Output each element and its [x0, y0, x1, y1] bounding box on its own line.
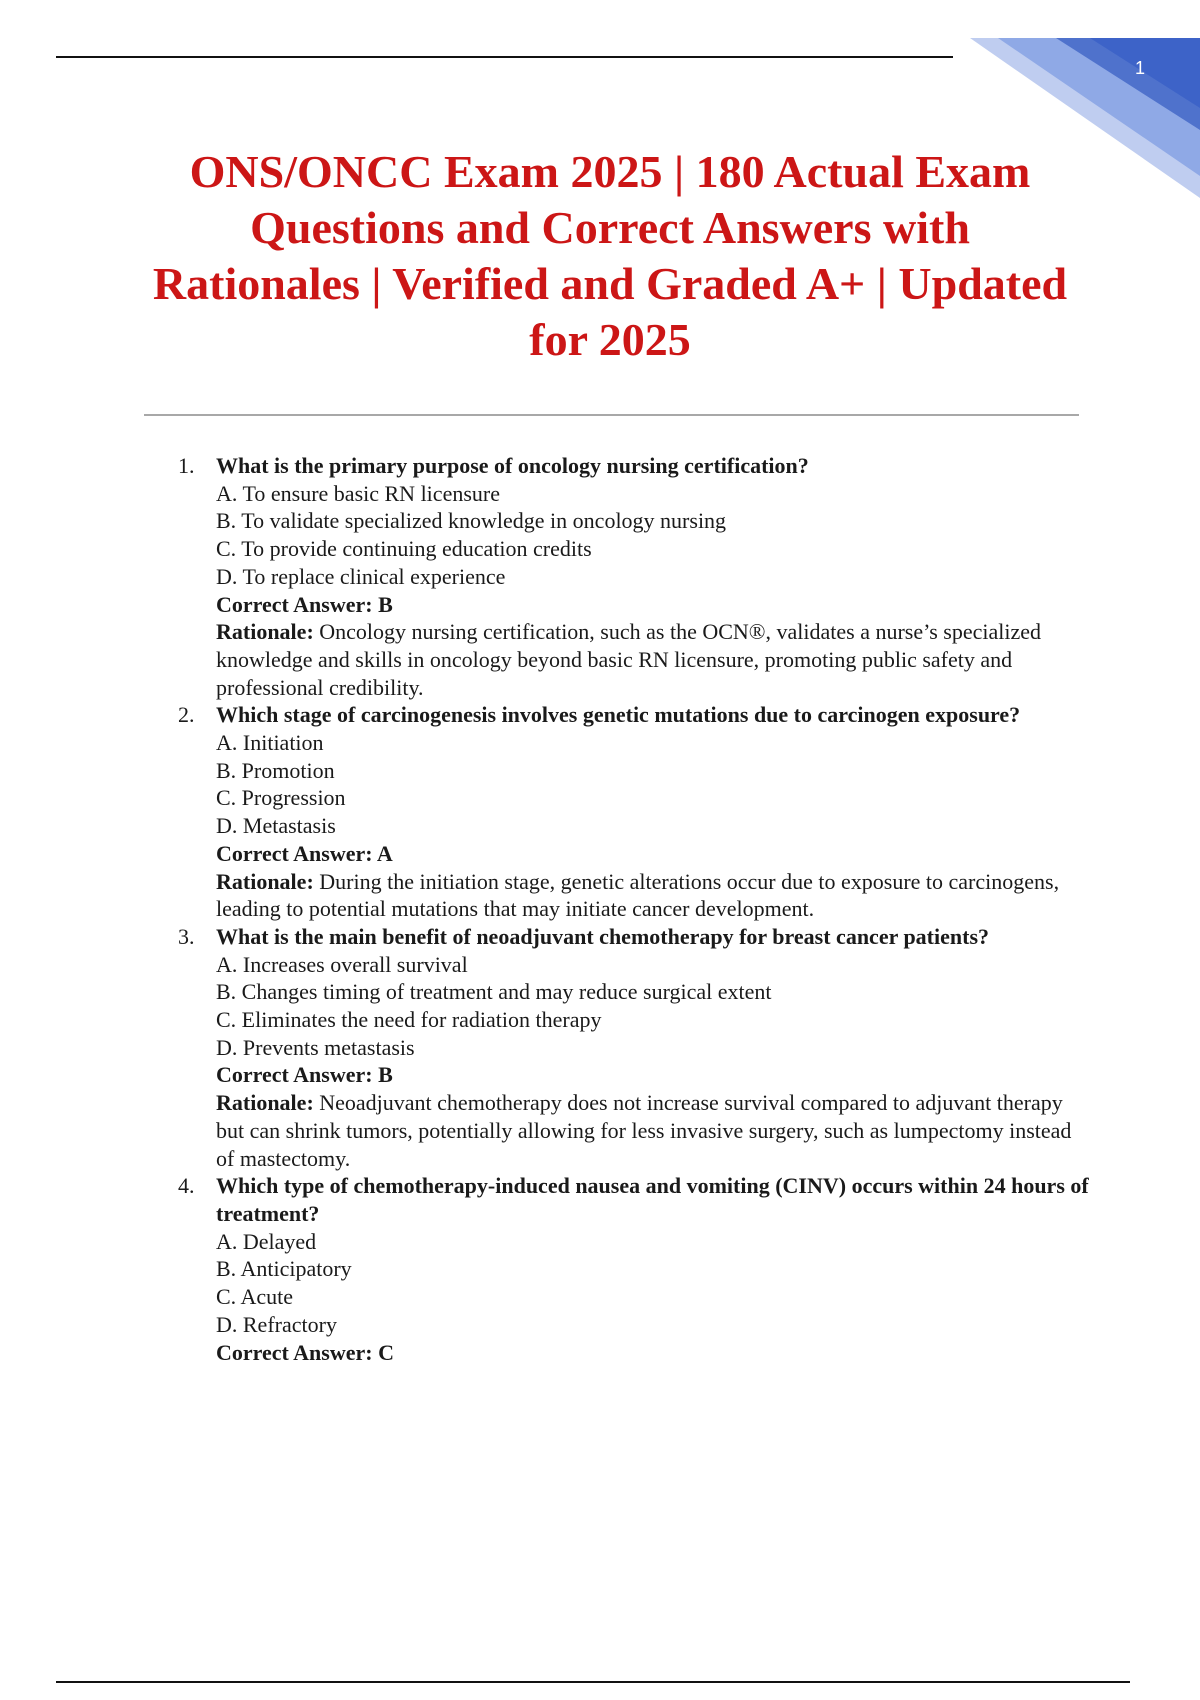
correct-answer-value: A — [376, 840, 393, 866]
correct-answer-label: Correct Answer: — [216, 1339, 373, 1365]
question-text: Which type of chemotherapy-induced nausea and vomiting (CINV) occurs within 24 hours of treatment? — [216, 1173, 1089, 1226]
rationale-text: Neoadjuvant chemotherapy does not increase survival compared to adjuvant therapy but can shrink tumors, potentially allowing for less invasive surgery, such as lumpectomy instead of mastectomy. — [216, 1090, 1072, 1171]
rationale — [216, 1089, 1093, 1172]
answer-option: C. To provide continuing education credits — [216, 536, 592, 562]
answer-option: C. Progression — [216, 785, 346, 811]
answer-option: B. Promotion — [216, 757, 335, 783]
answer-option: D. Metastasis — [216, 813, 336, 839]
correct-answer-value: C — [378, 1339, 394, 1365]
question-number: 4. — [178, 1173, 195, 1199]
answer-option: C. Acute — [216, 1284, 293, 1310]
question-item — [178, 1172, 1093, 1366]
question-list — [178, 452, 1093, 1366]
correct-answer-label: Correct Answer: — [216, 840, 373, 866]
correct-answer-value: B — [378, 1062, 393, 1088]
answer-option: D. To replace clinical experience — [216, 563, 506, 589]
answer-option: B. Anticipatory — [216, 1256, 352, 1282]
rationale-text: Oncology nursing certification, such as the OCN®, validates a nurse’s specialized knowledge and skills in oncology beyond basic RN licensure, promoting public safety and professional credibility. — [216, 619, 1042, 700]
question-item — [178, 452, 1093, 701]
question-item — [178, 701, 1093, 923]
question-number: 2. — [178, 702, 195, 728]
rationale — [216, 868, 1093, 923]
correct-answer — [216, 1061, 1093, 1089]
answer-option: A. To ensure basic RN licensure — [216, 480, 500, 506]
correct-answer-label: Correct Answer: — [216, 591, 373, 617]
correct-answer — [216, 1339, 1093, 1367]
answer-option: A. Initiation — [216, 730, 324, 756]
question-text: What is the main benefit of neoadjuvant chemotherapy for breast cancer patients? — [216, 923, 990, 949]
answer-option: C. Eliminates the need for radiation therapy — [216, 1007, 602, 1033]
question-text: What is the primary purpose of oncology nursing certification? — [216, 453, 809, 478]
question-number: 3. — [178, 923, 195, 949]
footer-rule — [56, 1681, 1130, 1683]
correct-answer-label: Correct Answer: — [216, 1062, 373, 1088]
rationale — [216, 618, 1093, 701]
header-rule — [56, 56, 953, 58]
answer-option: D. Prevents metastasis — [216, 1034, 415, 1060]
rationale-text: During the initiation stage, genetic alterations occur due to exposure to carcinogens, leading to potential mutations that may initiate cancer development. — [216, 868, 1060, 922]
answer-option: B. To validate specialized knowledge in oncology nursing — [216, 508, 727, 534]
rationale-label: Rationale: — [216, 1090, 314, 1116]
answer-option: A. Increases overall survival — [216, 951, 468, 977]
question-number: 1. — [178, 453, 195, 478]
answer-option: A. Delayed — [216, 1228, 317, 1254]
question-item — [178, 923, 1093, 1172]
page-number: 1 — [1134, 58, 1145, 78]
answer-option: D. Refractory — [216, 1311, 337, 1337]
correct-answer — [216, 591, 1093, 619]
correct-answer-value: B — [378, 591, 393, 617]
document-title: ONS/ONCC Exam 2025 | 180 Actual Exam Questions and Correct Answers with Rationales | Verified and Graded A+ | Updated for 2025 — [152, 146, 1068, 365]
title-divider — [144, 414, 1079, 416]
rationale-label: Rationale: — [216, 868, 314, 894]
rationale-label: Rationale: — [216, 619, 314, 645]
question-text: Which stage of carcinogenesis involves genetic mutations due to carcinogen exposure? — [216, 702, 1021, 728]
correct-answer — [216, 840, 1093, 868]
answer-option: B. Changes timing of treatment and may reduce surgical extent — [216, 979, 772, 1005]
